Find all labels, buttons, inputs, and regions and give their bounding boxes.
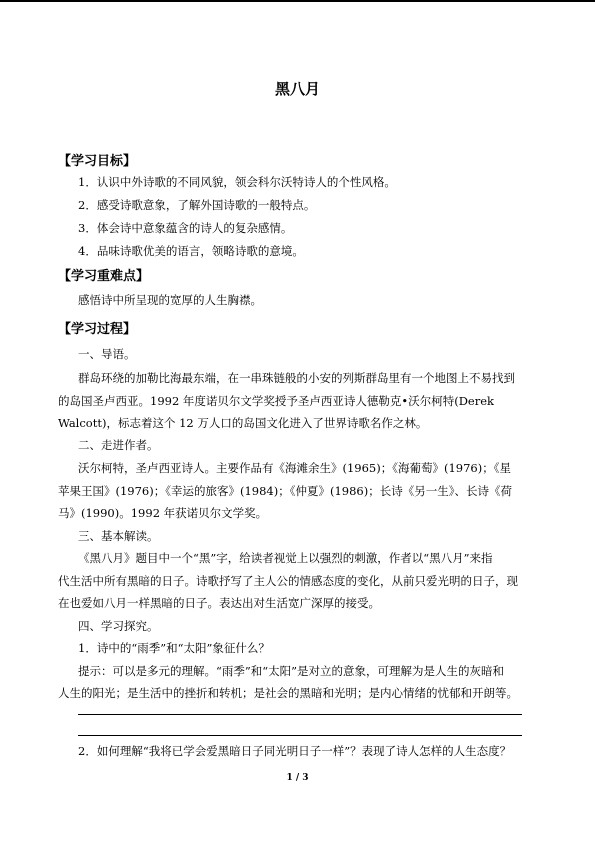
process-line: 苹果王国》(1976)；《幸运的旅客》(1984)；《仲夏》(1986)；长诗《另一生》、长诗《荷 bbox=[58, 484, 512, 498]
answer-line bbox=[78, 714, 522, 715]
question-2: 2．如何理解“我将已学会爱黑暗日子同光明日子一样”？表现了诗人怎样的人生态度？ bbox=[78, 744, 512, 758]
section-heading-objectives: 【学习目标】 bbox=[58, 154, 137, 169]
hint-text: 提示：可以是多元的理解。“雨季”和“太阳”是对立的意象，可理解为是人生的灰暗和 bbox=[78, 664, 505, 678]
section-heading-keypoints: 【学习重难点】 bbox=[58, 269, 150, 284]
process-line: 二、走进作者。 bbox=[78, 438, 159, 452]
process-line: 代生活中所有黑暗的日子。诗歌抒写了主人公的情感态度的变化，从前只爱光明的日子，现 bbox=[58, 574, 518, 588]
objective-item-2: 2．感受诗歌意象，了解外国诗歌的一般特点。 bbox=[78, 198, 316, 212]
answer-line bbox=[78, 735, 522, 736]
page-number: 1 / 3 bbox=[286, 773, 309, 783]
hint-text: 人生的阳光；是生活中的挫折和转机；是社会的黑暗和光明；是内心情绪的忧郁和开朗等。 bbox=[58, 686, 518, 700]
question-1: 1．诗中的“雨季”和“太阳”象征什么？ bbox=[78, 641, 270, 655]
objective-item-4: 4．品味诗歌优美的语言，领略诗歌的意境。 bbox=[78, 244, 304, 258]
process-line: 一、导语。 bbox=[78, 347, 136, 361]
process-line: Walcott)，标志着这个 12 万人口的岛国文化进入了世界诗歌名作之林。 bbox=[58, 416, 428, 430]
process-line: 三、基本解读。 bbox=[78, 529, 159, 543]
header-rule bbox=[0, 0, 595, 2]
process-line: 的岛国圣卢西亚。1992 年度诺贝尔文学奖授予圣卢西亚诗人德勒克•沃尔柯特(Derek bbox=[58, 394, 494, 408]
process-line: 沃尔柯特，圣卢西亚诗人。主要作品有《海滩余生》(1965)；《海葡萄》(1976)；《星 bbox=[78, 461, 511, 475]
process-line: 四、学习探究。 bbox=[78, 619, 159, 633]
process-line: 《黑八月》题目中一个“黑”字，给读者视觉上以强烈的刺激，作者以“黑八月”来指 bbox=[78, 551, 493, 565]
objective-item-1: 1．认识中外诗歌的不同风貌，领会科尔沃特诗人的个性风格。 bbox=[78, 175, 396, 189]
section-heading-process: 【学习过程】 bbox=[58, 322, 137, 337]
process-line: 群岛环绕的加勒比海最东端，在一串珠链般的小安的列斯群岛里有一个地图上不易找到 bbox=[78, 371, 515, 385]
process-line: 马》(1990)。1992 年获诺贝尔文学奖。 bbox=[58, 506, 268, 520]
objective-item-3: 3．体会诗中意象蕴含的诗人的复杂感情。 bbox=[78, 221, 293, 235]
keypoints-text: 感悟诗中所呈现的宽厚的人生胸襟。 bbox=[78, 293, 262, 307]
document-title: 黑八月 bbox=[274, 80, 320, 98]
process-line: 在也爱如八月一样黑暗的日子。表达出对生活宽广深厚的接受。 bbox=[58, 596, 380, 610]
